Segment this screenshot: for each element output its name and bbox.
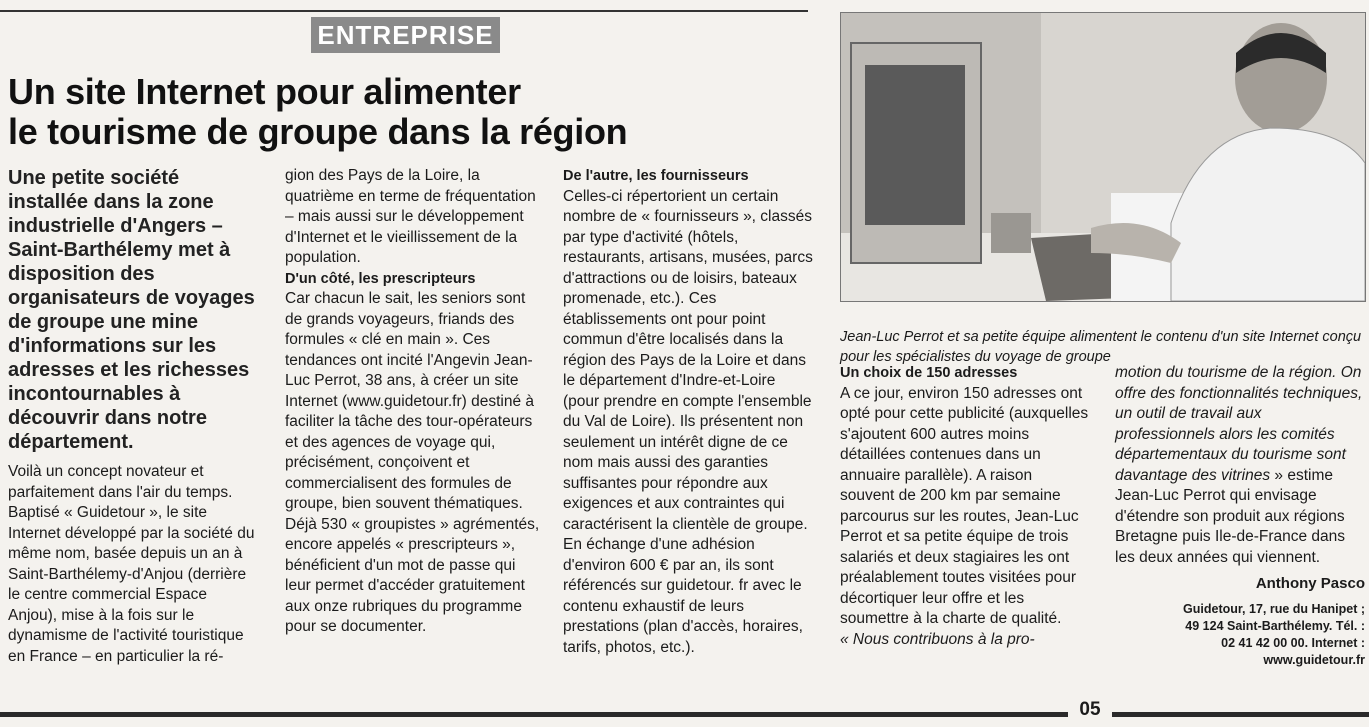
subheading: D'un côté, les prescripteurs xyxy=(285,270,476,287)
contact-website: www.guidetour.fr xyxy=(1263,652,1365,667)
contact-city: 49 124 Saint-Barthélemy. Tél. : xyxy=(1185,618,1365,633)
column-5 xyxy=(1115,363,1365,669)
body-text: » estime Jean-Luc Perrot qui envisage d'étendre son produit aux régions Bretagne puis Ile-de-France dans les deux années qui viennent. xyxy=(1115,466,1346,566)
subheading: Un choix de 150 adresses xyxy=(840,365,1018,381)
top-rule xyxy=(0,10,808,12)
section-kicker: ENTREPRISE xyxy=(311,17,500,53)
page-number: 05 xyxy=(1072,699,1108,721)
article-photo xyxy=(840,12,1366,302)
body-text: Car chacun le sait, les seniors sont de grands voyageurs, friands des formules « clé en main ». Ces tendances ont incité l'Angevin Jean-Luc Perrot, 38 ans, à créer un site Internet (www.guidetour.fr) destiné à faciliter la tâche des tour-opérateurs et des agences de voyage qui, précisément, conçoivent et commercialisent des formules de groupe, bien souvent thématiques. Déjà 530 « groupistes » agrémentés, encore appelés « prescripteurs », bénéficient d'un mot de passe qui leur permet d'accéder gratuitement aux onze rubriques du programme pour se documenter. xyxy=(285,290,540,635)
quote-continued xyxy=(1115,363,1365,568)
headline-line-2: le tourisme de groupe dans la région xyxy=(8,111,628,152)
quote-start: « Nous contribuons à la pro- xyxy=(840,630,1035,648)
author-byline: Anthony Pasco xyxy=(1255,575,1365,592)
bottom-rule-left xyxy=(0,712,1068,717)
body-text: A ce jour, environ 150 adresses ont opté pour cette publicité (auxquelles s'ajoutent 600 autres moins détaillées contenues dans un annuaire parallèle). A raison souvent de 200 km par semaine parcourus sur les routes, Jean-Luc Perrot et sa petite équipe de trois salariés et deux stagiaires les ont préalablement toutes visitées pour décortiquer leur offre et les soumettre à la charte de qualité. xyxy=(840,384,1089,627)
column-1 xyxy=(8,166,258,667)
quote-text: motion du tourisme de la région. On offre des fonctionnalités techniques, un outil de travail aux professionnels alors les comités départementaux du tourisme sont davantage des vitrines xyxy=(1115,364,1363,484)
headline-line-1: Un site Internet pour alimenter xyxy=(8,71,521,112)
photo-illustration xyxy=(841,13,1365,301)
column-2 xyxy=(285,166,540,638)
contact-phone: 02 41 42 00 00. Internet : xyxy=(1221,635,1365,650)
lead-paragraph: Une petite société installée dans la zone industrielle d'Angers – Saint-Barthélemy met à disposition des organisateurs de voyages de groupe une mine d'informations sur les adresses et les richesses incontournables à découvrir dans notre département. xyxy=(8,167,255,453)
photo-caption: Jean-Luc Perrot et sa petite équipe alimentent le contenu d'un site Internet conçu pour les spécialistes du voyage de groupe xyxy=(840,328,1362,365)
headline xyxy=(8,72,808,152)
body-text: Celles-ci répertorient un certain nombre de « fournisseurs », classés par type d'activité (hôtels, restaurants, artisans, musées, parcs d'attractions ou de loisirs, bateaux promenade, etc.). Ces établissements ont pour point commun d'être localisés dans la région des Pays de la Loire et dans le département d'Indre-et-Loire (pour prendre en compte l'ensemble du Val de Loire). Ils présentent non seulement un intérêt digne de ce nom mais aussi des garanties suffisantes pour répondre aux exigences et aux contraintes qui caractérisent la clientèle de groupe. En échange d'une adhésion d'environ 600 € par an, ils sont référencés sur guidetour. fr avec le contenu exhaustif de leurs prestations (plan d'accès, horaires, tarifs, photos, etc.). xyxy=(563,187,813,656)
body-text: gion des Pays de la Loire, la quatrième en terme de fréquentation – mais aussi sur le développement d'Internet et le vieillissement de la population. xyxy=(285,167,536,266)
body-text: Voilà un concept novateur et parfaitement dans l'air du temps. Baptisé « Guidetour », le site Internet développé par la société du même nom, basée depuis un an à Saint-Barthélemy-d'Anjou (derrière le centre commercial Espace Anjou), mise à la fois sur le dynamisme de l'activité touristique en France – en particulier la ré- xyxy=(8,463,255,665)
contact-address: Guidetour, 17, rue du Hanipet ; xyxy=(1183,601,1365,616)
bottom-rule-right xyxy=(1112,712,1369,717)
column-4 xyxy=(840,363,1090,650)
contact-info xyxy=(1115,601,1365,669)
column-3 xyxy=(563,166,813,658)
subheading: De l'autre, les fournisseurs xyxy=(563,168,749,184)
